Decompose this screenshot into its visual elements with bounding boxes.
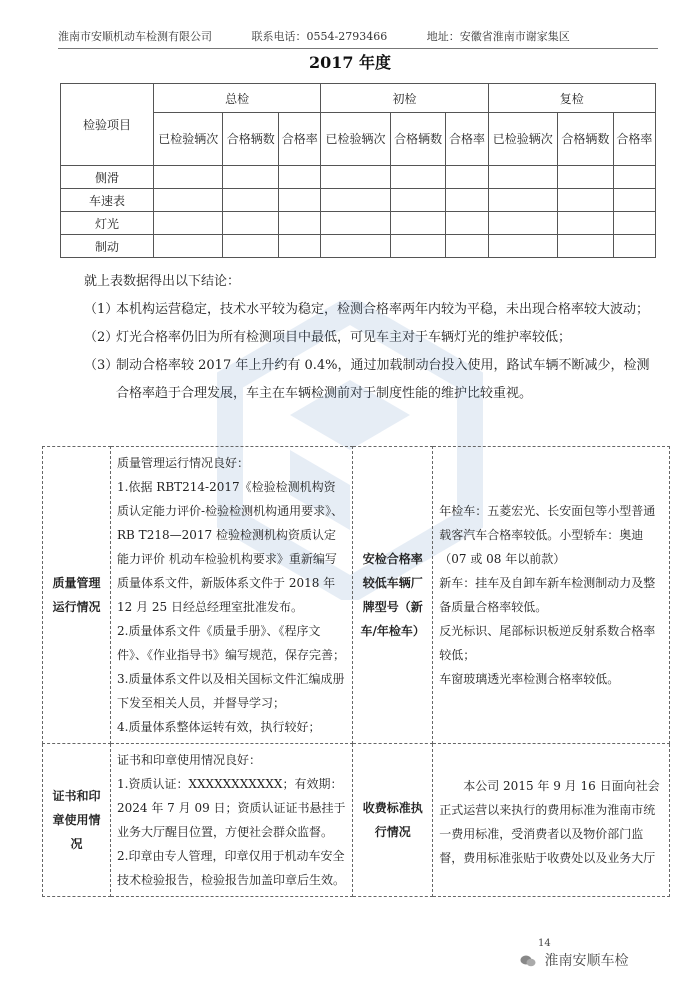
quality-line: 3.质量体系文件以及相关国标文件汇编成册下发至相关人员，并督导学习； — [117, 672, 345, 710]
footer-brand-text: 淮南安顺车检 — [544, 953, 629, 969]
table-row — [43, 744, 670, 897]
company-name: 淮南市安顺机动车检测有限公司 — [58, 30, 212, 43]
quality-content — [111, 447, 353, 744]
low-pass-rate-content — [433, 447, 670, 744]
conclusion-number: （2） — [84, 330, 119, 345]
certificate-content — [111, 744, 353, 897]
quality-line: 4.质量体系整体运转有效，执行较好； — [117, 720, 321, 734]
row-label: 灯光 — [61, 212, 154, 235]
table-row — [61, 212, 656, 235]
low-pass-line: 新车：挂车及自卸车新车检测制动力及整备质量合格率较低。 — [439, 576, 656, 614]
group-header: 总检 — [154, 84, 321, 113]
row-label: 车速表 — [61, 189, 154, 212]
quality-label: 质量管理运行情况 — [43, 447, 111, 744]
sub-header: 合格率 — [613, 113, 655, 166]
conclusion-item — [60, 352, 660, 408]
sub-header: 合格辆数 — [223, 113, 279, 166]
sub-header: 合格辆数 — [558, 113, 614, 166]
conclusion-number: （1） — [84, 302, 119, 317]
year-title: 2017 年度 — [308, 53, 392, 72]
fee-standard-label: 收费标准执行情况 — [353, 744, 433, 897]
sub-header: 已检验辆次 — [488, 113, 557, 166]
sub-header: 已检验辆次 — [154, 113, 223, 166]
sub-header: 已检验辆次 — [321, 113, 390, 166]
fee-standard-content — [433, 744, 670, 897]
group-header: 复检 — [488, 84, 655, 113]
table-row — [61, 235, 656, 258]
low-pass-line: 反光标识、尾部标识板逆反射系数合格率较低； — [439, 624, 656, 662]
footer-brand — [520, 950, 628, 970]
conclusion-section — [60, 268, 660, 408]
quality-management-table — [42, 446, 670, 897]
conclusion-text: 灯光合格率仍旧为所有检测项目中最低，可见车主对于车辆灯光的维护率较低； — [116, 330, 572, 345]
fee-standard-line: 本公司 2015 年 9 月 16 日面向社会正式运营以来执行的费用标准为淮南市统一费用标准，受消费者以及物价部门监督，费用标准张贴于收费处以及业务大厅 — [439, 779, 660, 865]
low-pass-line: 车窗玻璃透光率检测合格率较低。 — [439, 672, 620, 686]
conclusion-item — [60, 324, 660, 352]
page-header — [58, 28, 658, 49]
company-address: 地址：安徽省淮南市谢家集区 — [426, 30, 570, 43]
conclusion-intro: 就上表数据得出以下结论： — [84, 274, 241, 289]
quality-line: 2.质量体系文件《质量手册》、《程序文件》、《作业指导书》编写规范，保存完善； — [117, 624, 346, 662]
group-header: 初检 — [321, 84, 488, 113]
certificate-line: 1.资质认证：XXXXXXXXXXX；有效期：2024 年 7 月 09 日；资质认证证书悬挂于业务大厅醒目位置，方便社会群众监督。 — [117, 777, 346, 839]
sub-header: 合格率 — [279, 113, 321, 166]
conclusion-item — [60, 296, 660, 324]
sub-header: 合格辆数 — [390, 113, 446, 166]
row-label: 制动 — [61, 235, 154, 258]
certificate-line: 证书和印章使用情况良好： — [117, 753, 262, 767]
table-row — [61, 189, 656, 212]
quality-line: 质量管理运行情况良好： — [117, 456, 250, 470]
conclusion-text: 本机构运营稳定，技术水平较为稳定，检测合格率两年内较为平稳，未出现合格率较大波动； — [116, 302, 650, 317]
inspection-stats-table — [60, 83, 656, 258]
low-pass-line: 年检车：五菱宏光、长安面包等小型普通载客汽车合格率较低。小型轿车：奥迪（07 或 08 年以前款） — [439, 504, 656, 566]
company-phone: 联系电话：0554-2793466 — [251, 30, 388, 43]
low-pass-rate-label: 安检合格率较低车辆厂牌型号（新车/年检车） — [353, 447, 433, 744]
table-row — [61, 166, 656, 189]
conclusion-number: （3） — [84, 358, 119, 373]
sub-header: 合格率 — [446, 113, 488, 166]
certificate-line: 2.印章由专人管理，印章仅用于机动车安全技术检验报告，检验报告加盖印章后生效。 — [117, 849, 346, 887]
certificate-label: 证书和印章使用情况 — [43, 744, 111, 897]
row-label: 侧滑 — [61, 166, 154, 189]
conclusion-text: 制动合格率较 2017 年上升约有 0.4%，通过加载制动台投入使用，路试车辆不断减少，检测合格率趋于合理发展，车主在车辆检测前对于制度性能的维护比较重视。 — [116, 358, 650, 401]
quality-line: 1.依据 RBT214-2017《检验检测机构资质认定能力评价-检验检测机构通用要求》、RB T218—2017 检验检测机构资质认定能力评价 机动车检验机构要求》重新编写质量体系文件，新版体系文件于 2018 年 12 月 25 日经总经理室批准发布。 — [117, 480, 344, 614]
wechat-icon — [520, 955, 536, 967]
page-number: 14 — [538, 938, 551, 949]
item-header: 检验项目 — [61, 84, 154, 166]
table-row — [43, 447, 670, 744]
